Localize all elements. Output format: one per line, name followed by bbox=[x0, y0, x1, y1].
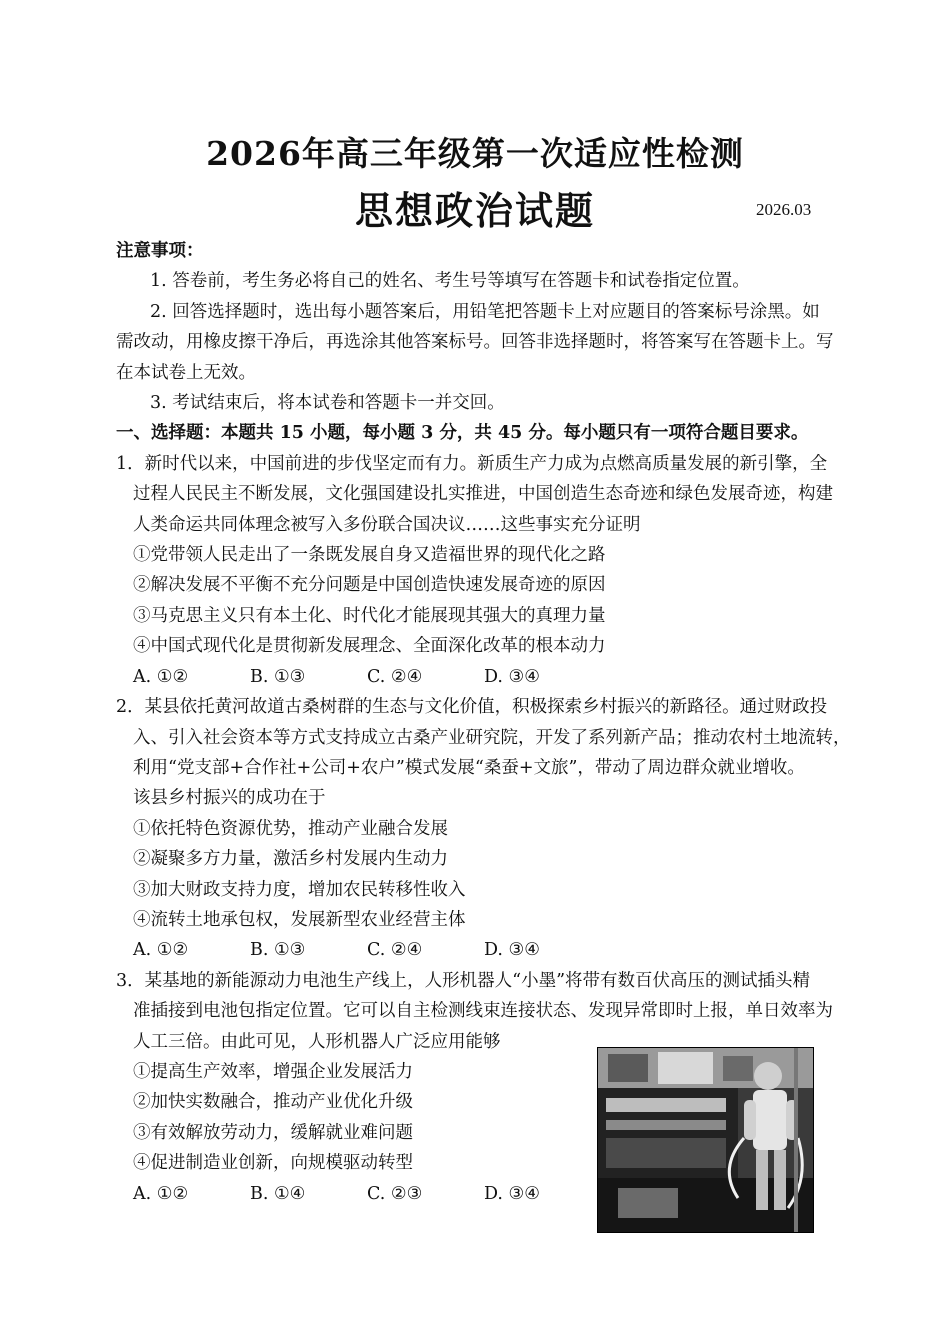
question-1-stem-line-3: 人类命运共同体理念被写入多份联合国决议……这些事实充分证明 bbox=[133, 514, 641, 535]
question-2-statement-2: ②凝聚多方力量，激活乡村发展内生动力 bbox=[133, 849, 448, 870]
question-3-stem-line-3: 人工三倍。由此可见，人形机器人广泛应用能够 bbox=[133, 1031, 501, 1052]
question-1 bbox=[116, 449, 886, 692]
question-2-options bbox=[116, 935, 886, 965]
question-3-statement-4: ④促进制造业创新，向规模驱动转型 bbox=[133, 1153, 413, 1174]
exam-content bbox=[116, 236, 886, 1209]
question-3 bbox=[116, 966, 886, 1209]
question-1-statement-3: ③马克思主义只有本土化、时代化才能展现其强大的真理力量 bbox=[133, 605, 606, 626]
question-1-options bbox=[116, 662, 886, 692]
question-1-option-b: B. ①③ bbox=[250, 666, 306, 687]
robot-photo-illustration bbox=[598, 1048, 813, 1232]
question-1-statement-2: ②解决发展不平衡不充分问题是中国创造快速发展奇迹的原因 bbox=[133, 575, 606, 596]
notice-heading: 注意事项： bbox=[116, 241, 204, 261]
question-2-option-d: D. ③④ bbox=[484, 940, 540, 961]
robot-photo bbox=[597, 1047, 814, 1233]
question-1-option-a: A. ①② bbox=[133, 666, 189, 687]
exam-title: 2026年高三年级第一次适应性检测 bbox=[206, 134, 744, 173]
notice-item-1: 1. 答卷前，考生务必将自己的姓名、考生号等填写在答题卡和试卷指定位置。 bbox=[150, 271, 750, 292]
question-1-stem-line-1: 1．新时代以来，中国前进的步伐坚定而有力。新质生产力成为点燃高质量发展的新引擎，全 bbox=[116, 453, 828, 474]
question-3-statement-3: ③有效解放劳动力，缓解就业难问题 bbox=[133, 1122, 413, 1143]
question-2-statement-1: ①依托特色资源优势，推动产业融合发展 bbox=[133, 818, 448, 839]
question-2-option-c: C. ②④ bbox=[367, 940, 423, 961]
question-1-option-d: D. ③④ bbox=[484, 666, 540, 687]
question-2-statement-4: ④流转土地承包权，发展新型农业经营主体 bbox=[133, 909, 466, 930]
exam-subject-title: 思想政治试题 bbox=[354, 188, 595, 233]
question-3-stem-line-1: 3．某基地的新能源动力电池生产线上，人形机器人“小墨”将带有数百伏高压的测试插头精 bbox=[116, 970, 811, 991]
question-3-statement-1: ①提高生产效率，增强企业发展活力 bbox=[133, 1061, 413, 1082]
notice-item-2-line-3: 在本试卷上无效。 bbox=[116, 362, 256, 383]
question-2-stem-line-3: 利用“党支部+合作社+公司+农户”模式发展“桑蚕+文旅”，带动了周边群众就业增收。 bbox=[133, 757, 805, 778]
question-2-option-b: B. ①③ bbox=[250, 940, 306, 961]
question-2-statement-3: ③加大财政支持力度，增加农民转移性收入 bbox=[133, 879, 466, 900]
question-3-stem-line-2: 准插接到电池包指定位置。它可以自主检测线束连接状态、发现异常即时上报，单日效率为 bbox=[133, 1001, 833, 1022]
question-3-option-a: A. ①② bbox=[133, 1183, 189, 1204]
question-2 bbox=[116, 692, 886, 966]
notice-item-2-line-2: 需改动，用橡皮擦干净后，再选涂其他答案标号。回答非选择题时，将答案写在答题卡上。写 bbox=[116, 332, 834, 353]
question-2-stem-line-4: 该县乡村振兴的成功在于 bbox=[133, 788, 326, 809]
question-3-option-d: D. ③④ bbox=[484, 1183, 540, 1204]
question-1-statement-4: ④中国式现代化是贯彻新发展理念、全面深化改革的根本动力 bbox=[133, 636, 606, 657]
question-2-stem-line-2: 入、引入社会资本等方式支持成立古桑产业研究院，开发了系列新产品；推动农村土地流转， bbox=[133, 727, 851, 748]
section-1-heading: 一、选择题：本题共 15 小题，每小题 3 分，共 45 分。每小题只有一项符合题目要求。 bbox=[116, 423, 809, 444]
question-2-option-a: A. ①② bbox=[133, 940, 189, 961]
notice-item-3: 3. 考试结束后，将本试卷和答题卡一并交回。 bbox=[150, 393, 505, 414]
exam-date: 2026.03 bbox=[756, 200, 812, 219]
question-1-stem-line-2: 过程人民民主不断发展，文化强国建设扎实推进，中国创造生态奇迹和绿色发展奇迹，构建 bbox=[133, 484, 833, 505]
question-2-stem-line-1: 2．某县依托黄河故道古桑树群的生态与文化价值，积极探索乡村振兴的新路径。通过财政投 bbox=[116, 697, 828, 718]
question-1-statement-1: ①党带领人民走出了一条既发展自身又造福世界的现代化之路 bbox=[133, 545, 606, 566]
question-3-statement-2: ②加快实数融合，推动产业优化升级 bbox=[133, 1092, 413, 1113]
question-3-option-b: B. ①④ bbox=[250, 1183, 306, 1204]
question-1-option-c: C. ②④ bbox=[367, 666, 423, 687]
notice-item-2-line-1: 2. 回答选择题时，选出每小题答案后，用铅笔把答题卡上对应题目的答案标号涂黑。如 bbox=[150, 301, 820, 322]
question-3-option-c: C. ②③ bbox=[367, 1183, 423, 1204]
